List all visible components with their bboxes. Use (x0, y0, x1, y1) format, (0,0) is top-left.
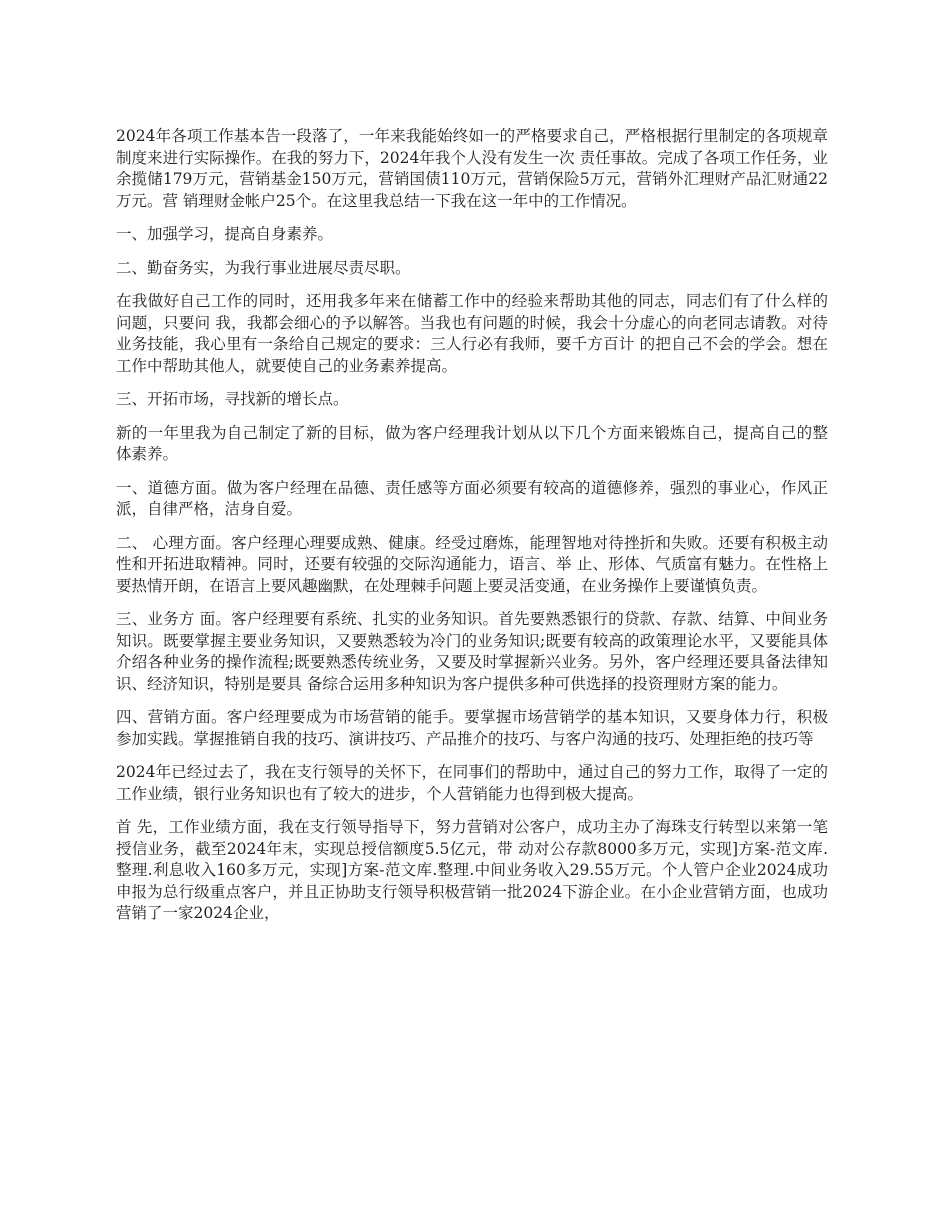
paragraph-business: 三、业务方 面。客户经理要有系统、扎实的业务知识。首先要熟悉银行的贷款、存款、结算、中间业务知识。既要掌握主要业务知识，又要熟悉较为冷门的业务知识;既要有较高的政策理论水平，又要能具体介绍各种业务的操作流程;既要熟悉传统业务，又要及时掌握新兴业务。另外，客户经理还要具备法律知识、经济知识，特别是要具 备综合运用多种知识为客户提供多种可供选择的投资理财方案的能力。 (116, 610, 828, 693)
paragraph-psychology: 二、 心理方面。客户经理心理要成熟、健康。经受过磨炼，能理智地对待挫折和失败。还要有积极主动性和开拓进取精神。同时，还要有较强的交际沟通能力，语言、举 止、形体、气质富有魅力。在性格上要热情开朗，在语言上要风趣幽默，在处理棘手问题上要灵活变通，在业务操作上要谨慎负责。 (116, 533, 828, 595)
paragraph-intro: 2024年各项工作基本告一段落了，一年来我能始终如一的严格要求自己，严格根据行里制定的各项规章制度来进行实际操作。在我的努力下，2024年我个人没有发生一次 责任事故。完成了各项工作任务，业余揽储179万元，营销基金150万元，营销国债110万元，营销保险5万元，营销外汇理财产品汇财通22万元。营 销理财金帐户25个。在这里我总结一下我在这一年中的工作情况。 (116, 127, 828, 210)
paragraph-new-goals: 新的一年里我为自己制定了新的目标，做为客户经理我计划从以下几个方面来锻炼自己，提高自己的整体素养。 (116, 423, 828, 463)
paragraph-moral: 一、道德方面。做为客户经理在品德、责任感等方面必须要有较高的道德修养，强烈的事业心，作风正派，自律严格，洁身自爱。 (116, 478, 828, 518)
paragraph-marketing: 四、营销方面。客户经理要成为市场营销的能手。要掌握市场营销学的基本知识，又要身体力行，积极参加实践。掌握推销自我的技巧、演讲技巧、产品推介的技巧、与客户沟通的技巧、处理拒绝的技巧等 (116, 708, 828, 748)
document-body (116, 126, 828, 937)
heading-market: 三、开拓市场，寻找新的增长点。 (116, 390, 349, 408)
paragraph-performance: 首 先，工作业绩方面，我在支行领导指导下，努力营销对公客户，成功主办了海珠支行转型以来第一笔授信业务，截至2024年末，实现总授信额度5.5亿元，带 动对公存款8000多万元，实现]方案-范文库.整理.利息收入160多万元，实现]方案-范文库.整理.中间业务收入29.55万元。个人管户企业2024成功申报为总行级重点客户，并且正协助支行领导积极营销一批2024下游企业。在小企业营销方面，也成功营销了一家2024企业， (116, 818, 828, 922)
paragraph-helping-colleagues: 在我做好自己工作的同时，还用我多年来在储蓄工作中的经验来帮助其他的同志，同志们有了什么样的问题，只要问 我，我都会细心的予以解答。当我也有问题的时候，我会十分虚心的向老同志请教。对待业务技能，我心里有一条给自己规定的要求：三人行必有我师，要千方百计 的把自己不会的学会。想在工作中帮助其他人，就要使自己的业务素养提高。 (116, 292, 828, 375)
paragraph-year-review: 2024年已经过去了，我在支行领导的关怀下，在同事们的帮助中，通过自己的努力工作，取得了一定的工作业绩，银行业务知识也有了较大的进步，个人营销能力也得到极大提高。 (116, 763, 828, 803)
heading-study: 一、加强学习，提高自身素养。 (116, 225, 334, 243)
heading-diligence: 二、勤奋务实，为我行事业进展尽责尽职。 (116, 258, 411, 277)
